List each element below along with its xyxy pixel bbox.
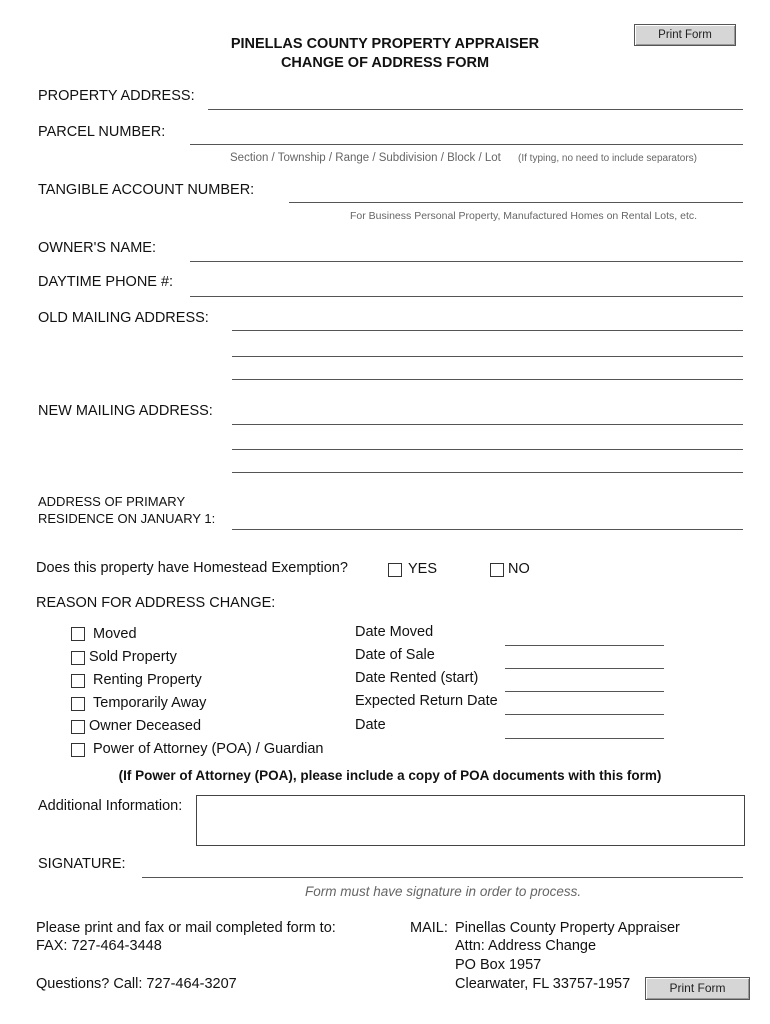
tangible-account-label: TANGIBLE ACCOUNT NUMBER: — [38, 182, 255, 198]
date-field[interactable] — [505, 738, 664, 739]
date-rented-field[interactable] — [505, 691, 664, 692]
moved-label: Moved — [93, 626, 137, 642]
moved-checkbox[interactable] — [71, 627, 85, 641]
new-mailing-address-line1[interactable] — [232, 424, 743, 425]
daytime-phone-field[interactable] — [190, 296, 743, 297]
date-of-sale-label: Date of Sale — [355, 647, 435, 663]
daytime-phone-label: DAYTIME PHONE #: — [38, 274, 174, 290]
sold-property-label: Sold Property — [89, 649, 177, 665]
parcel-number-field[interactable] — [190, 144, 743, 145]
parcel-number-label: PARCEL NUMBER: — [38, 124, 166, 140]
homestead-no-label: NO — [508, 561, 530, 577]
mail-address-line2: Attn: Address Change — [455, 938, 597, 954]
print-form-button-bottom[interactable]: Print Form — [645, 977, 750, 1000]
date-label: Date — [355, 717, 386, 733]
signature-note: Form must have signature in order to process. — [305, 884, 582, 899]
tangible-account-hint: For Business Personal Property, Manufactured Homes on Rental Lots, etc. — [350, 210, 698, 222]
expected-return-date-field[interactable] — [505, 714, 664, 715]
form-title-line1: PINELLAS COUNTY PROPERTY APPRAISER — [230, 36, 540, 52]
signature-field[interactable] — [142, 877, 743, 878]
new-mailing-address-line3[interactable] — [232, 472, 743, 473]
reason-heading: REASON FOR ADDRESS CHANGE: — [36, 595, 276, 611]
old-mailing-address-label: OLD MAILING ADDRESS: — [38, 310, 209, 326]
date-moved-label: Date Moved — [355, 624, 434, 640]
homestead-yes-label: YES — [408, 561, 438, 577]
mail-label: MAIL: — [410, 920, 448, 936]
footer-instructions: Please print and fax or mail completed form to: — [36, 920, 336, 936]
footer-questions: Questions? Call: 727-464-3207 — [36, 976, 237, 992]
date-of-sale-field[interactable] — [505, 668, 664, 669]
expected-return-date-label: Expected Return Date — [355, 693, 498, 709]
footer-fax: FAX: 727-464-3448 — [36, 938, 162, 954]
signature-label: SIGNATURE: — [38, 856, 126, 872]
power-of-attorney-checkbox[interactable] — [71, 743, 85, 757]
mail-address-line4: Clearwater, FL 33757-1957 — [455, 976, 631, 992]
primary-residence-label-line2: RESIDENCE ON JANUARY 1: — [38, 511, 216, 526]
primary-residence-label-line1: ADDRESS OF PRIMARY — [38, 494, 186, 509]
date-rented-label: Date Rented (start) — [355, 670, 479, 686]
parcel-number-hint-note: (If typing, no need to include separators) — [518, 153, 697, 164]
owner-deceased-checkbox[interactable] — [71, 720, 85, 734]
sold-property-checkbox[interactable] — [71, 651, 85, 665]
power-of-attorney-label: Power of Attorney (POA) / Guardian — [93, 741, 324, 757]
primary-residence-field[interactable] — [232, 529, 743, 530]
old-mailing-address-line2[interactable] — [232, 356, 743, 357]
form-title-line2: CHANGE OF ADDRESS FORM — [280, 55, 490, 71]
homestead-yes-checkbox[interactable] — [388, 563, 402, 577]
temporarily-away-checkbox[interactable] — [71, 697, 85, 711]
mail-address-line3: PO Box 1957 — [455, 957, 542, 973]
date-moved-field[interactable] — [505, 645, 664, 646]
owners-name-label: OWNER'S NAME: — [38, 240, 156, 256]
additional-info-label: Additional Information: — [38, 798, 183, 814]
temporarily-away-label: Temporarily Away — [93, 695, 207, 711]
property-address-field[interactable] — [208, 109, 743, 110]
homestead-no-checkbox[interactable] — [490, 563, 504, 577]
tangible-account-field[interactable] — [289, 202, 743, 203]
additional-info-textarea[interactable] — [196, 795, 745, 846]
old-mailing-address-line3[interactable] — [232, 379, 743, 380]
property-address-label: PROPERTY ADDRESS: — [38, 88, 195, 104]
parcel-number-hint: Section / Township / Range / Subdivision / Block / Lot — [230, 152, 501, 164]
owner-deceased-label: Owner Deceased — [89, 718, 202, 734]
homestead-question: Does this property have Homestead Exemption? — [36, 560, 348, 576]
renting-property-checkbox[interactable] — [71, 674, 85, 688]
renting-property-label: Renting Property — [93, 672, 202, 688]
new-mailing-address-line2[interactable] — [232, 449, 743, 450]
poa-note: (If Power of Attorney (POA), please include a copy of POA documents with this form) — [118, 768, 662, 783]
owners-name-field[interactable] — [190, 261, 743, 262]
mail-address-line1: Pinellas County Property Appraiser — [455, 920, 680, 936]
old-mailing-address-line1[interactable] — [232, 330, 743, 331]
print-form-button-top[interactable]: Print Form — [634, 24, 736, 46]
new-mailing-address-label: NEW MAILING ADDRESS: — [38, 403, 213, 419]
